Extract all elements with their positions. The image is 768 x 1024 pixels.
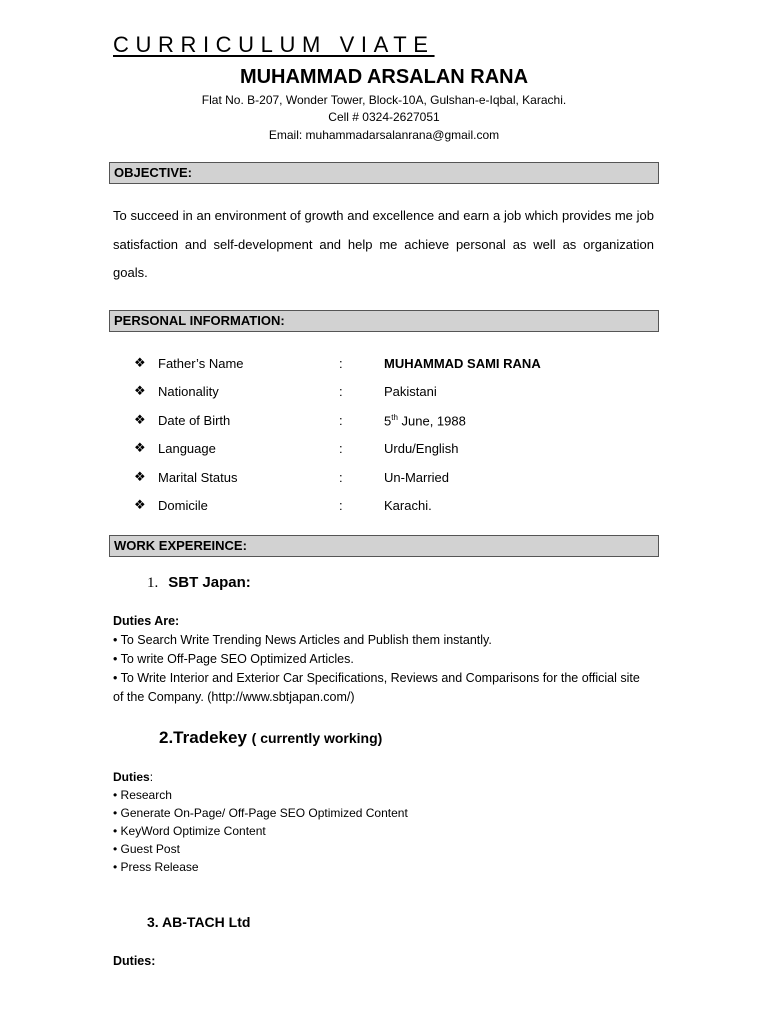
job-title-ab-tach: 3. AB-TACH Ltd	[147, 914, 251, 930]
personal-info-heading: PERSONAL INFORMATION:	[109, 310, 659, 332]
job1-duties	[113, 612, 643, 707]
duty-item: • Research	[113, 788, 172, 802]
month-year: June, 1988	[397, 413, 466, 429]
candidate-name: MUHAMMAD ARSALAN RANA	[239, 66, 529, 88]
document-title: CURRICULUM VIATE	[113, 32, 435, 57]
field-value: Un-Married	[384, 470, 450, 485]
work-experience-heading: WORK EXPEREINCE:	[109, 535, 659, 557]
diamond-bullet-icon: ❖	[134, 383, 146, 398]
day-number: 5	[384, 413, 392, 429]
diamond-bullet-icon: ❖	[134, 412, 146, 427]
field-colon: :	[339, 498, 343, 513]
ordinal-suffix: th	[391, 413, 398, 422]
duty-item: • To Search Write Trending News Articles and Publish them instantly.	[113, 633, 492, 647]
cell-number: Cell # 0324-2627051	[328, 110, 440, 124]
field-colon: :	[339, 413, 343, 428]
field-colon: :	[339, 384, 343, 399]
duty-item: • KeyWord Optimize Content	[113, 824, 266, 838]
field-label: Nationality	[158, 384, 219, 399]
objective-heading: OBJECTIVE:	[109, 162, 659, 184]
diamond-bullet-icon: ❖	[134, 469, 146, 484]
duties-colon: :	[149, 770, 154, 784]
field-value: Pakistani	[384, 384, 437, 399]
diamond-bullet-icon: ❖	[134, 497, 146, 512]
duty-item: • Press Release	[113, 860, 199, 874]
field-value: Karachi.	[384, 498, 432, 513]
duties-label-row	[113, 768, 408, 786]
field-label: Language	[158, 441, 216, 456]
duty-item: • Guest Post	[113, 842, 180, 856]
address: Flat No. B-207, Wonder Tower, Block-10A, Gulshan-e-Iqbal, Karachi.	[201, 93, 567, 107]
job3-duties-label: Duties:	[113, 954, 156, 968]
duties-label: Duties	[113, 770, 150, 784]
field-value	[384, 413, 466, 428]
duty-item: • To write Off-Page SEO Optimized Articles.	[113, 652, 354, 666]
job-title-sbt-japan	[147, 574, 251, 592]
duty-item: • Generate On-Page/ Off-Page SEO Optimized Content	[113, 806, 408, 820]
job-status-note: ( currently working)	[251, 730, 383, 746]
company-name: 2.Tradekey	[159, 728, 247, 747]
email: Email: muhammadarsalanrana@gmail.com	[268, 128, 500, 142]
field-colon: :	[339, 441, 343, 456]
company-name: SBT Japan:	[168, 574, 251, 591]
job2-duties	[113, 768, 408, 876]
field-label: Father’s Name	[158, 356, 244, 371]
duties-label: Duties Are:	[113, 614, 180, 628]
job-title-tradekey	[159, 728, 382, 748]
field-label: Marital Status	[158, 470, 238, 485]
diamond-bullet-icon: ❖	[134, 355, 146, 370]
duty-item: • To Write Interior and Exterior Car Specifications, Reviews and Comparisons for the official site of the Company. (http://www.sbtjapan.com/)	[113, 671, 640, 704]
job-number: 1.	[147, 575, 159, 591]
field-label: Domicile	[158, 498, 208, 513]
objective-text: To succeed in an environment of growth and excellence and earn a job which provides me job satisfaction and self-development and help me achieve personal as well as organization goals.	[113, 208, 654, 280]
field-label: Date of Birth	[158, 413, 231, 428]
field-value: MUHAMMAD SAMI RANA	[384, 356, 541, 371]
diamond-bullet-icon: ❖	[134, 440, 146, 455]
field-colon: :	[339, 356, 343, 371]
field-colon: :	[339, 470, 343, 485]
field-value: Urdu/English	[384, 441, 459, 456]
